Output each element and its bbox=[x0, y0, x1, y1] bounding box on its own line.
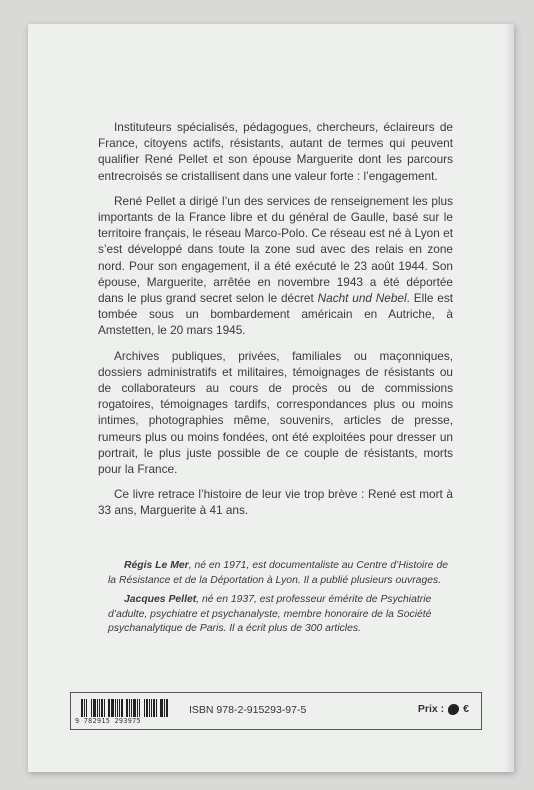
barcode-bar bbox=[97, 699, 98, 717]
price-label: Prix : bbox=[417, 703, 445, 715]
isbn-price-box bbox=[70, 692, 482, 730]
barcode-bar bbox=[121, 699, 123, 717]
price-currency: € bbox=[463, 703, 469, 715]
barcode-bar bbox=[141, 699, 143, 717]
barcode-bar bbox=[158, 699, 159, 717]
barcode-bar bbox=[139, 699, 140, 717]
isbn-number: ISBN 978-2-915293-97-5 bbox=[189, 704, 307, 716]
barcode-bar bbox=[108, 699, 110, 717]
barcode-bar bbox=[101, 699, 103, 717]
barcode-bar bbox=[91, 699, 92, 717]
barcode-bar bbox=[156, 699, 157, 717]
barcode-bar bbox=[88, 699, 90, 717]
barcode-bar bbox=[106, 699, 107, 717]
barcode-bar bbox=[126, 699, 128, 717]
barcode-bar bbox=[151, 699, 152, 717]
author-bios bbox=[108, 559, 456, 642]
blurb-decree-name: Nacht und Nebel bbox=[317, 291, 407, 306]
barcode-bar bbox=[146, 699, 148, 717]
blurb-text bbox=[98, 119, 453, 528]
barcode-bar bbox=[137, 699, 138, 717]
barcode-bar bbox=[86, 699, 87, 717]
author-bio-1-text: , né en 1971, est documentaliste au Centre d’Histoire de la Résistance et de la Déportation à Lyon. Il a publié plusieurs ouvrages. bbox=[108, 560, 449, 586]
barcode-bar bbox=[111, 699, 114, 717]
barcode-digits: 9 782915 293975 bbox=[75, 717, 141, 725]
barcode-bar bbox=[131, 699, 132, 717]
author-name-1: Régis Le Mer bbox=[124, 560, 189, 571]
barcode-bar bbox=[93, 699, 96, 717]
blurb-paragraph-2-start: René Pellet a dirigé l’un des services de renseignement les plus importants de la France libre et du général de Gaulle, basé sur le territoire français, le réseau Marco-Polo. Ce réseau est né à Lyon et s’est développé dans toute la zone sud avec des relais en zone nord. Pour son engagement, il a été exécuté le 23 août 1944. Son épouse, Marguerite, arrêtée en novembre 1943 a été déportée dans le plus grand secret selon le décret bbox=[98, 193, 453, 306]
author-bio-2 bbox=[108, 593, 456, 637]
barcode-bar bbox=[99, 699, 100, 717]
barcode-bar bbox=[166, 699, 168, 717]
blurb-paragraph-2 bbox=[98, 193, 453, 339]
barcode-bar bbox=[124, 699, 125, 717]
blurb-paragraph-4: Ce livre retrace l’histoire de leur vie trop brève : René est mort à 33 ans, Marguerite à 41 ans. bbox=[98, 487, 453, 518]
blurb-paragraph-3: Archives publiques, privées, familiales ou maçonniques, dossiers administratifs et militaires, témoignages de résistants ou de collaborateurs au cours de procès ou de commissions rogatoires, témoignages tardifs, correspondances plus ou moins intimes, photographies même, souvenirs, articles de presse, rumeurs plus ou moins fondées, ont été exploitées pour dresser un portrait, le plus juste possible de ce couple de résistants, morts pour la France. bbox=[98, 348, 453, 477]
barcode-bar bbox=[153, 699, 155, 717]
author-bio-2-text: , né en 1937, est professeur émérite de Psychiatrie d’adulte, psychiatre et psychanalyste, membre honoraire de la Société psychanalytique de Paris. Il a écrit plus de 300 articles. bbox=[108, 594, 432, 635]
barcode-bar bbox=[84, 699, 85, 717]
barcode-bar bbox=[117, 699, 118, 717]
author-bio-1 bbox=[108, 559, 456, 588]
blurb-paragraph-1: Instituteurs spécialisés, pédagogues, chercheurs, éclaireurs de France, citoyens actifs, résistants, autant de termes qui peuvent qualifier René Pellet et son épouse Marguerite dont les parcours entrecroisés se cristallisent dans une valeur forte : l’engagement. bbox=[98, 120, 453, 183]
barcode-bar bbox=[81, 699, 83, 717]
author-name-2: Jacques Pellet bbox=[124, 594, 197, 606]
book-back-cover bbox=[28, 24, 514, 772]
price-sticker-icon bbox=[448, 704, 459, 715]
barcode-bar bbox=[104, 699, 105, 717]
price bbox=[418, 703, 469, 715]
barcode-bar bbox=[164, 699, 165, 717]
barcode-bar bbox=[149, 699, 150, 717]
barcode-bar bbox=[119, 699, 120, 717]
barcode-bar bbox=[160, 699, 163, 717]
barcode-bar bbox=[129, 699, 130, 717]
blurb-paragraph-2-end: . Elle est tombée sous un bombardement américain en Autriche, à Amstetten, le 20 mars 1945. bbox=[98, 291, 453, 338]
barcode-icon bbox=[81, 699, 171, 717]
barcode-bar bbox=[115, 699, 116, 717]
barcode-bar bbox=[144, 699, 145, 717]
barcode-bar bbox=[133, 699, 136, 717]
